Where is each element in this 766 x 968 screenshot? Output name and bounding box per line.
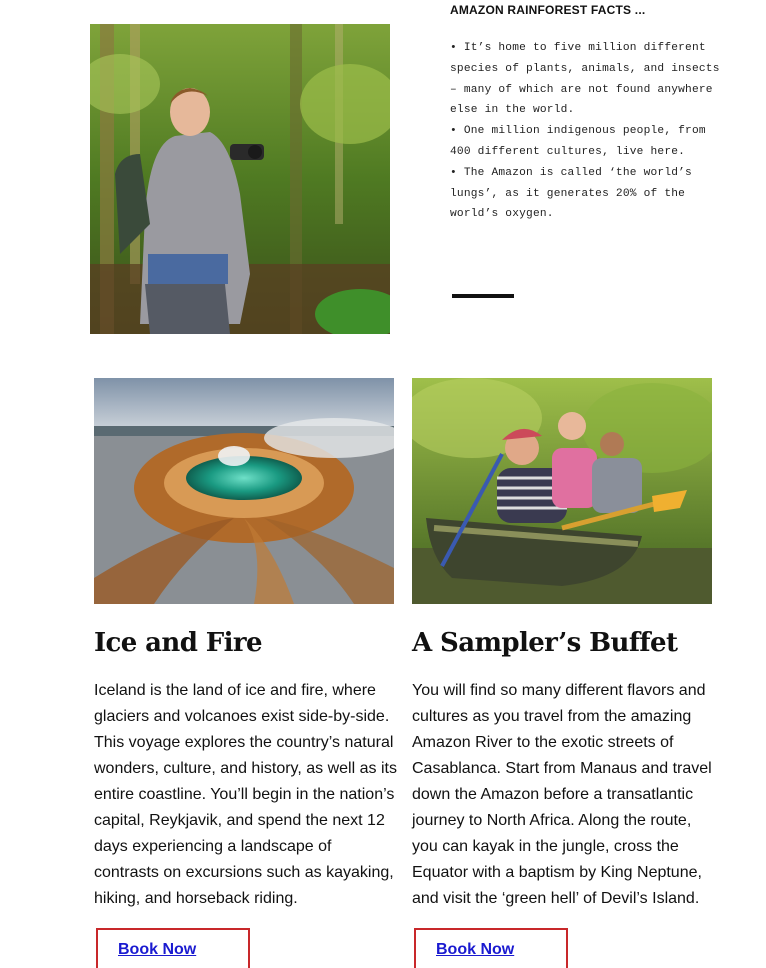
article-title: A Sampler’s Buffet <box>412 628 678 658</box>
article-body: Iceland is the land of ice and fire, where glaciers and volcanoes exist side-by-side. This voyage explores the country’s natural wonders, culture, and history, as well as its entire coastline. You’ll begin in the nation’s capital, Reykjavik, and spend the next 12 days experiencing a landscape of contrasts on excursions such as kayaking, hiking, and horseback riding. <box>94 682 397 907</box>
facts-title: AMAZON RAINFOREST FACTS ... <box>450 3 646 17</box>
rainforest-hiker-photo <box>90 24 390 334</box>
fact-item: • It’s home to five million different species of plants, animals, and insects – many of which are not found anywhere else in the world. <box>450 42 720 117</box>
divider <box>452 294 514 298</box>
fact-item: • The Amazon is called ‘the world’s lungs’, as it generates 20% of the world’s oxygen. <box>450 166 692 221</box>
fact-item: • One million indigenous people, from 400 different cultures, live here. <box>450 125 706 158</box>
amazon-canoe-photo <box>412 378 712 604</box>
geothermal-spring-photo <box>94 378 394 604</box>
article-title: Ice and Fire <box>94 628 262 658</box>
book-now-link[interactable]: Book Now <box>118 941 197 958</box>
facts-list <box>450 38 720 225</box>
book-now-link[interactable]: Book Now <box>436 941 515 958</box>
book-now-button[interactable] <box>414 928 568 968</box>
book-now-button[interactable] <box>96 928 250 968</box>
article-body: You will find so many different flavors and cultures as you travel from the amazing Amazon River to the exotic streets of Casablanca. Start from Manaus and travel down the Amazon before a transatlantic journey to North Africa. Along the route, you can kayak in the jungle, cross the Equator with a baptism by King Neptune, and visit the ‘green hell’ of Devil’s Island. <box>412 682 712 907</box>
